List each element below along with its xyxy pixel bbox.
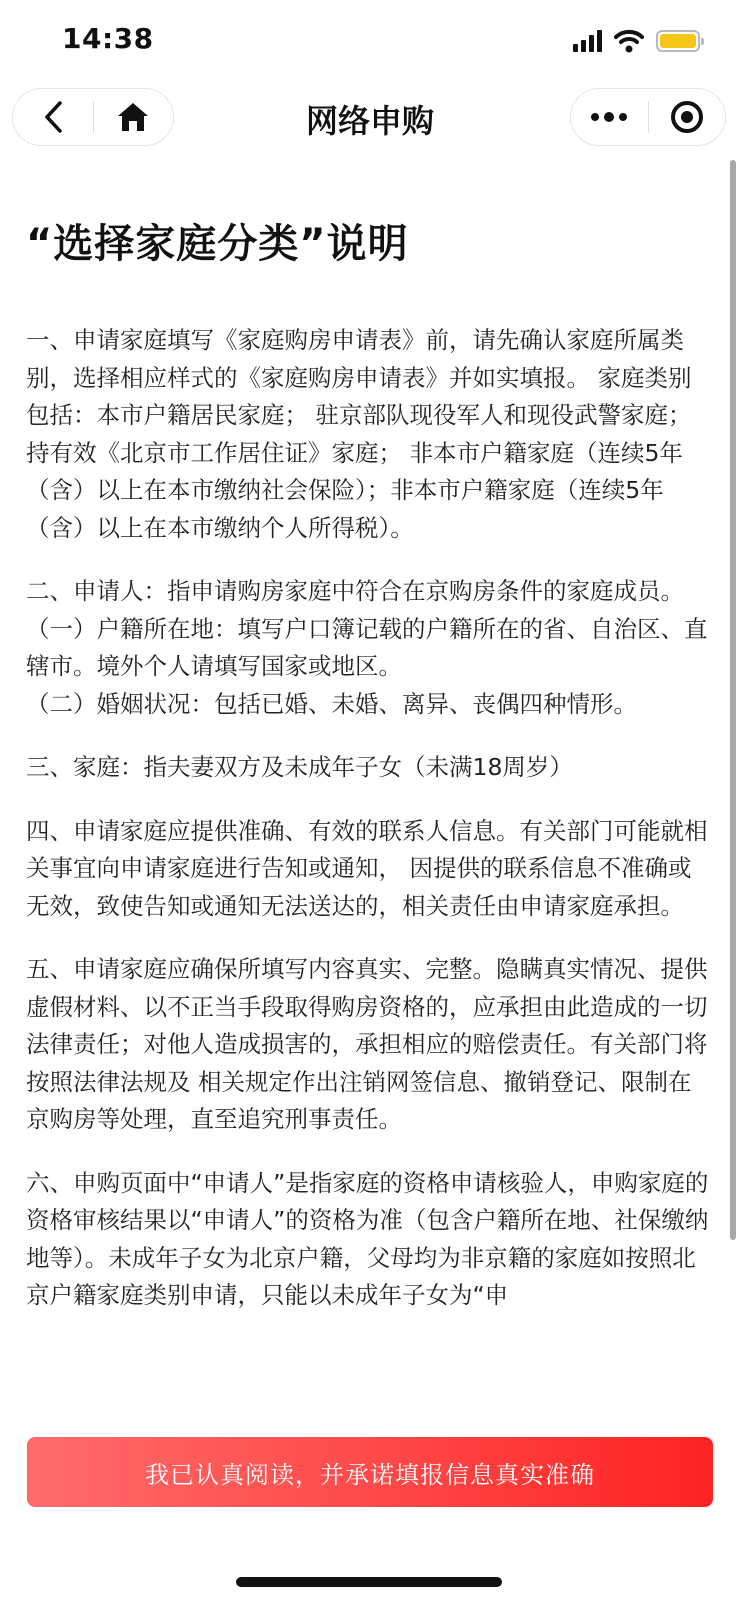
more-button[interactable] xyxy=(571,88,648,146)
nav-right-capsule xyxy=(570,88,726,146)
scrollbar[interactable] xyxy=(730,160,736,1240)
document-title: “选择家庭分类”说明 xyxy=(26,221,409,267)
nav-bar xyxy=(0,82,740,154)
content-scroll-area[interactable] xyxy=(0,154,740,1390)
status-bar xyxy=(0,0,740,82)
paragraph-5: 五、申请家庭应确保所填写内容真实、完整。隐瞒真实情况、提供虚假材料、以不正当手段取得购房资格的，应承担由此造成的一切法律责任；对他人造成损害的，承担相应的赔偿责任。有关部门将按照法律法规及 相关规定作出注销网签信息、撤销登记、限制在京购房等处理，直至追究刑事责任。 xyxy=(26,955,708,1133)
home-indicator xyxy=(236,1577,502,1587)
battery-icon xyxy=(656,30,700,52)
document-body xyxy=(26,322,714,1341)
paragraph-6: 六、申购页面中“申请人”是指家庭的资格申请核验人，申购家庭的资格审核结果以“申请人”的资格为准（包含户籍所在地、社保缴纳地等）。未成年子女为北京户籍，父母均为非京籍的家庭如按照北京户籍家庭类别申请，只能以未成年子女为“申 xyxy=(26,1168,709,1309)
home-button[interactable] xyxy=(94,88,174,146)
paragraph-2: 二、申请人：指申请购房家庭中符合在京购房条件的家庭成员。 （一）户籍所在地：填写户口簿记载的户籍所在的省、自治区、直辖市。境外个人请填写国家或地区。 （二）婚姻状况：包括已婚、未婚、离异、丧偶四种情形。 xyxy=(26,577,708,718)
back-chevron-icon xyxy=(42,100,64,134)
paragraph-4: 四、申请家庭应提供准确、有效的联系人信息。有关部门可能就相关事宜向申请家庭进行告知或通知， 因提供的联系信息不准确或无效，致使告知或通知无法送达的，相关责任由申请家庭承担。 xyxy=(26,816,708,920)
status-icons xyxy=(573,26,700,56)
home-icon xyxy=(116,101,150,133)
paragraph-3: 三、家庭：指夫妻双方及未成年子女（未满18周岁） xyxy=(26,753,573,781)
signal-icon xyxy=(573,30,602,52)
target-circle-icon xyxy=(671,101,703,133)
page-title: 网络申购 xyxy=(305,102,434,140)
wifi-icon xyxy=(614,29,644,53)
confirm-button[interactable]: 我已认真阅读，并承诺填报信息真实准确 xyxy=(27,1437,713,1507)
close-miniprogram-button[interactable] xyxy=(649,88,726,146)
nav-left-capsule xyxy=(12,88,174,146)
bottom-bar xyxy=(0,1390,740,1601)
content-fade xyxy=(0,1350,740,1390)
status-time: 14:38 xyxy=(62,22,154,55)
back-button[interactable] xyxy=(13,88,93,146)
paragraph-1: 一、申请家庭填写《家庭购房申请表》前，请先确认家庭所属类别，选择相应样式的《家庭购房申请表》并如实填报。 家庭类别包括：本市户籍居民家庭； 驻京部队现役军人和现役武警家庭； 持有效《北京市工作居住证》家庭； 非本市户籍家庭（连续5年（含）以上在本市缴纳社会保险）；非本市户籍家庭（连续5年（含）以上在本市缴纳个人所得税）。 xyxy=(26,326,692,542)
more-dots-icon xyxy=(591,113,627,122)
